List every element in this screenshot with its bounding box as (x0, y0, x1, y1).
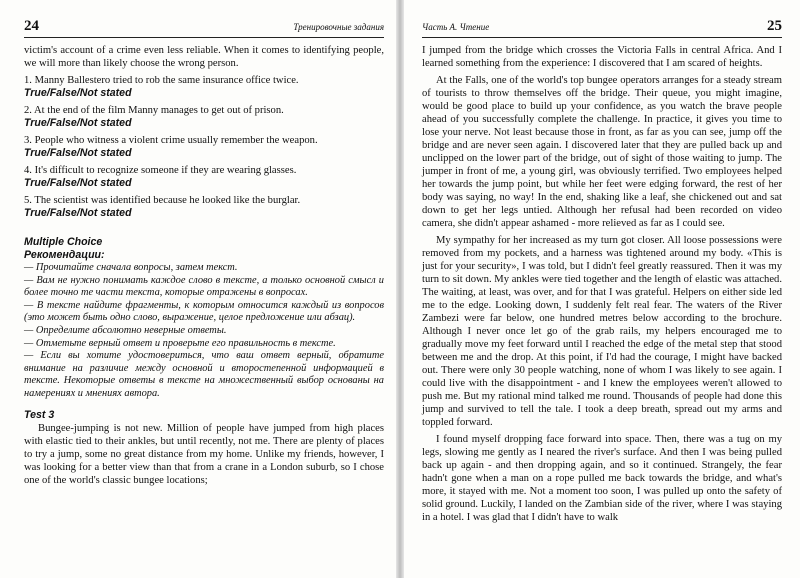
statement-answer: True/False/Not stated (24, 147, 132, 159)
recommendation-item: — В тексте найдите фрагменты, к которым относится каждый из вопросов (это может быть одно слово, выражение, целое предложение или абзац). (24, 299, 384, 324)
test-paragraph: Bungee-jumping is not new. Million of people have jumped from high places with elastic tied to their ankles, but until recently, not me. There are plenty of places to try a jump, some no great distance from my home. Unlike my friends, however, I was looking for a better view than that from a crane in a London suburb, so I chose one of the world's classic bungee locations; (24, 422, 384, 486)
left-running-title: Тренировочные задания (293, 22, 384, 32)
test-title: Test 3 (24, 408, 55, 421)
statement-text: 2. At the end of the film Manny manages to get out of prison. (24, 105, 284, 116)
left-page (0, 0, 396, 578)
statement-5 (24, 194, 384, 220)
statement-text: 3. People who witness a violent crime usually remember the weapon. (24, 135, 318, 146)
recommendation-item: — Прочитайте сначала вопросы, затем текст. (24, 262, 238, 273)
statement-2 (24, 104, 384, 130)
body-paragraph: I jumped from the bridge which crosses the Victoria Falls in central Africa. And I learned something from the experience: I discovered that I am scared of heights. (422, 45, 782, 69)
statement-answer: True/False/Not stated (24, 117, 132, 129)
right-page (404, 0, 800, 578)
body-paragraph: At the Falls, one of the world's top bungee operators arranges for a steady stream of tourists to throw themselves off the bridge. Their queue, you might imagine, would be good place to build up your confidence, as you watch the brave people ahead of you successfully complete the challenge. In practice, it gives you time to lose your nerve. Not least because those in front, as far as you can see, jump off the bridge and are never seen again. I discovered later that they are pulled back up and unclipped on the lower part of the bridge, out of sight of those waiting to jump. The jumper in front of me, a young girl, was obviously terrified. Two employees helped her towards the jump point, but while her feet were edging forward, the rest of her body was saying, no way! In the end, shaking like a leaf, she chickened out and sat down to get her legs untied. Although her refusal had been recorded on video camera, she didn't appear ashamed - more relieved as far as I could see. (422, 75, 782, 229)
recommendation-item: — Вам не нужно понимать каждое слово в тексте, а только основной смысл и более точно те части текста, которые отражены в вопросах. (24, 274, 384, 299)
statement-text: 1. Manny Ballestero tried to rob the same insurance office twice. (24, 75, 299, 86)
statement-3 (24, 134, 384, 160)
recommendation-item: — Определите абсолютно неверные ответы. (24, 324, 227, 336)
recommendations-title: Рекомендации: (24, 249, 105, 261)
statement-text: 4. It's difficult to recognize someone if they are wearing glasses. (24, 165, 297, 176)
recommendation-item: — Отметьте верный ответ и проверьте его правильность в тексте. (24, 337, 336, 349)
statement-text: 5. The scientist was identified because he looked like the burglar. (24, 195, 301, 206)
right-page-header (422, 18, 782, 38)
statement-answer: True/False/Not stated (24, 207, 132, 219)
left-page-header (24, 18, 384, 38)
recommendation-item: — Если вы хотите удостовериться, что ваш ответ верный, обратите внимание на различие между основной и второстепенной информацией в тексте. Некоторые ответы в тексте на множественный выбор основаны на намерениях и мнениях автора. (24, 350, 384, 399)
section-title: Multiple Choice (24, 236, 103, 248)
statement-answer: True/False/Not stated (24, 177, 132, 189)
statement-4 (24, 164, 384, 190)
right-running-title: Часть А. Чтение (422, 22, 490, 32)
statement-answer: True/False/Not stated (24, 87, 132, 99)
right-page-number: 25 (767, 18, 782, 34)
book-gutter (396, 0, 404, 578)
intro-paragraph: victim's account of a crime even less reliable. When it comes to identifying people, we will more than likely choose the wrong person. (24, 45, 384, 69)
body-paragraph: My sympathy for her increased as my turn got closer. All loose possessions were removed from my pockets, and a harness was tightened around my body. «This is just for your security», I was told, but I didn't feel greatly reassured. Then it was my turn to sit down. My ankles were tied together and the length of elastic was attached. The waiting, at least, was over, and for that I was grateful. Helpers on either side led me to the edge. Looking down, I suddenly felt real fear. The waters of the River Zambezi were far below, one hundred metres below according to the brochure. Although I never once let go of the grab rails, my helpers encouraged me to gradually move my feet forward until I reached the edge of the metal step that stood between me and the drop. At this point, if I'd had the courage, I might have backed out. There were only 30 people watching, none of whom I was likely to see again. I could live with the disappointment - and I knew the employees weren't allowed to push me. But my rational mind talked me round. Thousands of people had done this jump and survived to tell the tale. I took a deep breath, spread out my arms and toppled forward. (422, 235, 782, 428)
left-page-number: 24 (24, 18, 39, 34)
body-paragraph: I found myself dropping face forward into space. Then, there was a tug on my legs, slowing me gently as I neared the river's surface. And then I was being pulled back up again - and then dropping again, and so it continued. Strangely, the fear hadn't gone when a man on a rope pulled me back towards the bridge, and what's more, it stayed with me. Not a moment too soon, I was pulled up onto the safety of solid ground. Luckily, I landed on the Zambian side of the river, where I was staying in a hotel. I was glad that I didn't have to walk (422, 434, 782, 523)
statement-1 (24, 74, 384, 100)
